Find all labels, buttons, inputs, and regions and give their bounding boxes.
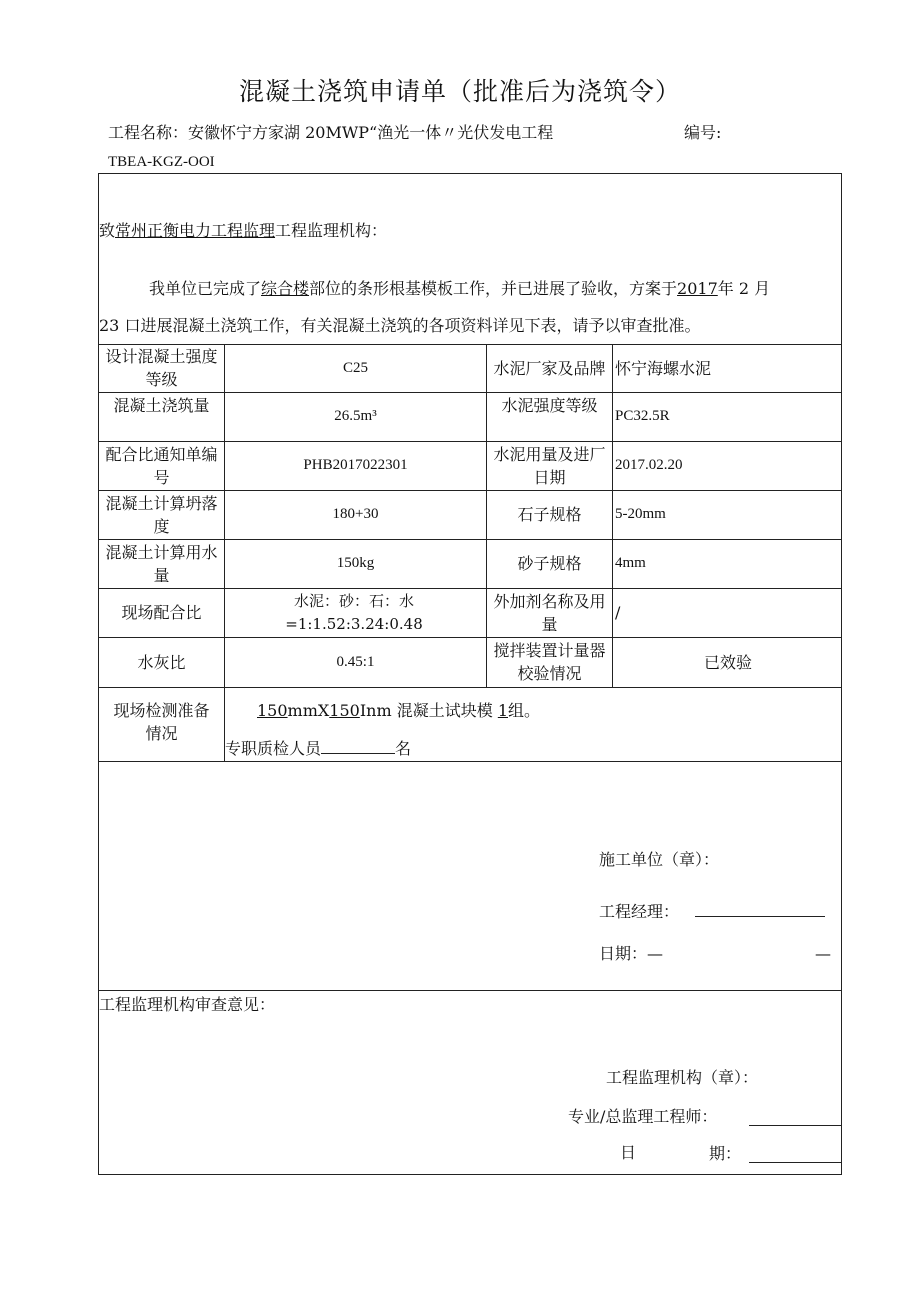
code-value: TBEA-KGZ-OOI xyxy=(108,154,215,170)
label-sand-spec: 砂子规格 xyxy=(517,554,582,573)
supervisor-opinion-label: 工程监理机构审查意见： xyxy=(99,995,276,1014)
specimen-size-d: Inm 混凝土试块模 xyxy=(359,701,493,720)
label-gravel-spec: 石子规格 xyxy=(517,505,582,524)
value-design-strength: C25 xyxy=(342,359,368,376)
addressee-org: 常州正衡电力工程监理 xyxy=(115,221,276,240)
contractor-unit-label: 施工单位（章）： xyxy=(599,850,720,869)
specimen-count: 1 xyxy=(497,701,508,720)
specimen-unit: 组。 xyxy=(508,701,541,720)
project-label: 工程名称： xyxy=(108,123,189,142)
supervisor-org-label: 工程监理机构（章）： xyxy=(606,1068,759,1087)
intro-text-b: 部位的条形根基模板工作，并已进展了验收，方案于 xyxy=(309,279,678,298)
label-pour-volume: 混凝土浇筑量 xyxy=(113,396,210,415)
label-site-mix-ratio: 现场配合比 xyxy=(121,603,202,622)
contractor-date-label: 日期：— xyxy=(599,944,664,963)
label-cement-brand: 水泥厂家及品牌 xyxy=(493,358,606,378)
code-label: 编号: xyxy=(684,123,722,142)
project-name: 安徽怀宁方家湖 20MWP“渔光一体〃光伏发电工程 xyxy=(188,123,554,142)
manager-signature-blank[interactable] xyxy=(695,900,825,917)
page-title: 混凝土浇筑申请单（批准后为浇筑令） xyxy=(238,77,681,106)
specimen-size-b: mmX xyxy=(287,701,330,720)
intro-location: 综合楼 xyxy=(261,279,310,298)
supervisor-date-blank[interactable] xyxy=(749,1146,841,1163)
label-admixture: 外加剂名称及用量 xyxy=(493,591,606,634)
engineer-signature-blank[interactable] xyxy=(749,1109,841,1126)
value-sand-spec: 4mm xyxy=(615,555,646,571)
supervisor-date-char-a: 日 xyxy=(620,1143,637,1162)
specimen-size-c: 150 xyxy=(329,701,360,720)
value-site-mix-ratio: 水泥：砂：石：水=1:1.52:3.24:0.48 xyxy=(285,591,423,633)
label-slump: 混凝土计算坍落度 xyxy=(105,493,218,536)
inspector-blank[interactable] xyxy=(321,737,395,754)
manager-line xyxy=(599,900,825,923)
manager-label: 工程经理： xyxy=(599,902,680,921)
label-water-cement-ratio: 水灰比 xyxy=(137,652,186,672)
label-cement-usage-date: 水泥用量及进厂日期 xyxy=(493,444,606,487)
inspector-suffix: 名 xyxy=(395,739,412,758)
inspector-label: 专职质检人员 xyxy=(225,739,322,758)
addressee-suffix: 工程监理机构： xyxy=(275,221,388,240)
label-design-strength: 设计混凝土强度等级 xyxy=(105,347,218,389)
value-cement-brand: 怀宁海螺水泥 xyxy=(615,358,712,378)
value-gravel-spec: 5-20mm xyxy=(615,506,666,522)
label-water-amount: 混凝土计算用水量 xyxy=(105,542,218,585)
value-mix-notice-no: PHB2017022301 xyxy=(303,457,408,473)
intro-year: 2017 xyxy=(677,279,718,298)
value-water-cement-ratio: 0.45:1 xyxy=(336,653,375,670)
application-form xyxy=(98,173,842,1175)
addressee-line xyxy=(99,220,387,242)
label-inspection-prep: 现场检测准备情况 xyxy=(113,701,210,743)
intro-paragraph-line1 xyxy=(149,278,770,300)
engineer-line xyxy=(568,1106,717,1128)
value-admixture: / xyxy=(615,603,621,622)
label-meter-calibration: 搅拌装置计量器校验情况 xyxy=(493,641,606,683)
supervisor-date-char-b: 期： xyxy=(709,1144,742,1163)
intro-paragraph-line2: 23 口进展混凝土浇筑工作，有关混凝土浇筑的各项资料详见下表，请予以审查批准。 xyxy=(99,316,701,335)
value-slump: 180+30 xyxy=(332,506,379,522)
label-mix-notice-no: 配合比通知单编号 xyxy=(105,444,218,487)
project-line xyxy=(108,120,553,143)
specimen-size-a: 150 xyxy=(257,701,288,720)
addressee-prefix: 致 xyxy=(99,221,116,240)
inspector-line xyxy=(225,737,411,760)
value-meter-calibration: 已效验 xyxy=(703,652,752,672)
value-water-amount: 150kg xyxy=(336,555,375,571)
intro-text-a: 我单位已完成了 xyxy=(149,279,262,298)
intro-text-c: 年 2 月 xyxy=(717,279,771,298)
label-cement-grade: 水泥强度等级 xyxy=(501,396,598,415)
value-pour-volume: 26.5m³ xyxy=(334,408,377,424)
value-cement-usage-date: 2017.02.20 xyxy=(615,457,683,473)
value-cement-grade: PC32.5R xyxy=(615,408,670,424)
engineer-label: 专业/总监理工程师： xyxy=(568,1107,718,1126)
contractor-date-end: — xyxy=(815,944,831,963)
inspection-detail xyxy=(257,700,540,722)
